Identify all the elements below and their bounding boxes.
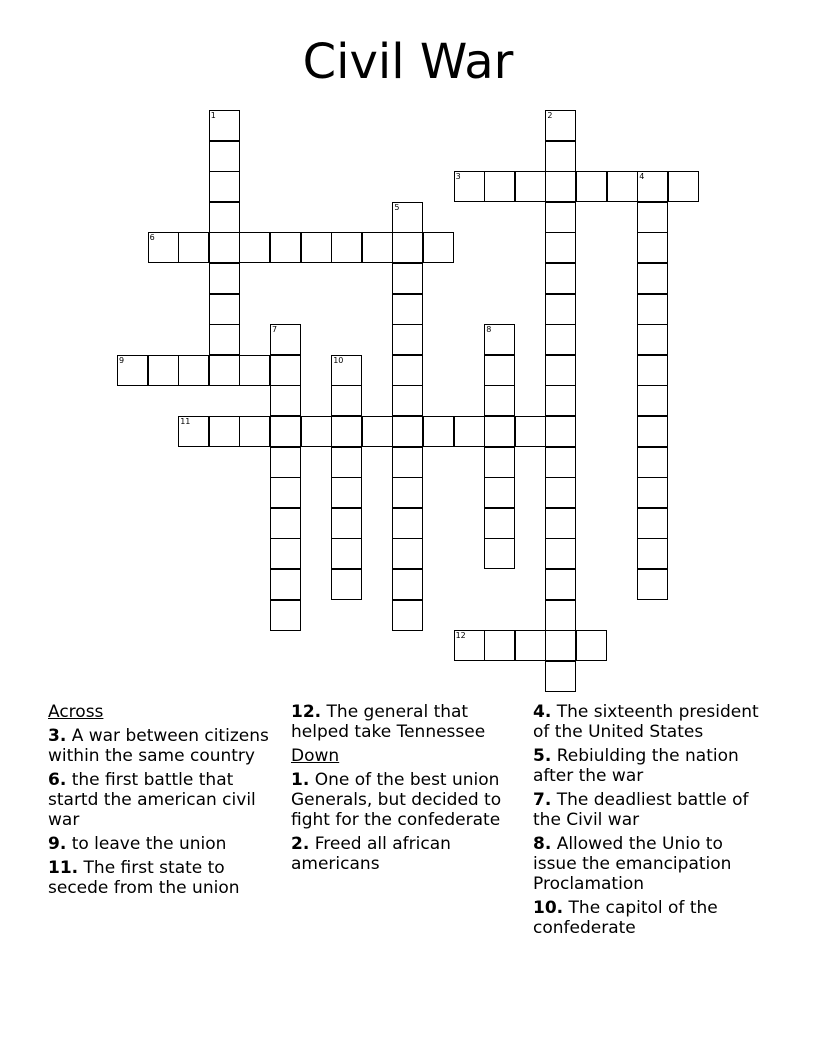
grid-cell[interactable]	[331, 385, 362, 416]
clue-number-label: 3	[455, 172, 461, 182]
grid-cell[interactable]	[484, 630, 515, 661]
grid-cell[interactable]	[392, 447, 423, 478]
grid-cell[interactable]	[637, 477, 668, 508]
grid-cell[interactable]	[392, 385, 423, 416]
grid-cell[interactable]	[484, 538, 515, 569]
grid-cell[interactable]	[117, 355, 148, 386]
grid-cell[interactable]	[392, 232, 423, 263]
clue-across-9: 9. to leave the union	[48, 834, 227, 854]
grid-cell[interactable]	[637, 355, 668, 386]
grid-cell[interactable]	[270, 324, 301, 355]
grid-cell[interactable]	[331, 232, 362, 263]
grid-cell[interactable]	[545, 477, 576, 508]
grid-cell[interactable]	[392, 477, 423, 508]
grid-cell[interactable]	[209, 416, 240, 447]
grid-cell[interactable]	[392, 508, 423, 539]
grid-cell[interactable]	[209, 263, 240, 294]
grid-cell[interactable]	[607, 171, 638, 202]
grid-cell[interactable]	[545, 538, 576, 569]
grid-cell[interactable]	[270, 538, 301, 569]
grid-cell[interactable]	[270, 569, 301, 600]
grid-cell[interactable]	[545, 171, 576, 202]
grid-cell[interactable]	[270, 232, 301, 263]
clue-number-label: 6	[149, 233, 155, 243]
grid-cell[interactable]	[209, 141, 240, 172]
grid-cell[interactable]	[331, 477, 362, 508]
grid-cell[interactable]	[545, 355, 576, 386]
grid-cell[interactable]	[209, 294, 240, 325]
grid-cell[interactable]	[362, 416, 393, 447]
grid-cell[interactable]	[545, 263, 576, 294]
grid-cell[interactable]	[454, 171, 485, 202]
grid-cell[interactable]	[148, 355, 179, 386]
grid-cell[interactable]	[423, 232, 454, 263]
grid-cell[interactable]	[545, 569, 576, 600]
grid-cell[interactable]	[270, 355, 301, 386]
grid-cell[interactable]	[301, 232, 332, 263]
grid-cell[interactable]	[270, 600, 301, 631]
grid-cell[interactable]	[423, 416, 454, 447]
grid-cell[interactable]	[331, 538, 362, 569]
grid-cell[interactable]	[637, 538, 668, 569]
across-heading: Across	[48, 702, 104, 722]
grid-cell[interactable]	[454, 416, 485, 447]
grid-cell[interactable]	[545, 508, 576, 539]
grid-cell[interactable]	[392, 324, 423, 355]
grid-cell[interactable]	[668, 171, 699, 202]
grid-cell[interactable]	[484, 416, 515, 447]
grid-cell[interactable]	[484, 385, 515, 416]
grid-cell[interactable]	[515, 171, 546, 202]
clue-number-label: 9	[119, 355, 125, 365]
grid-cell[interactable]	[209, 110, 240, 141]
grid-cell[interactable]	[270, 477, 301, 508]
grid-cell[interactable]	[576, 630, 607, 661]
grid-cell[interactable]	[484, 324, 515, 355]
grid-cell[interactable]	[331, 416, 362, 447]
grid-cell[interactable]	[545, 294, 576, 325]
grid-cell[interactable]	[301, 416, 332, 447]
grid-cell[interactable]	[576, 171, 607, 202]
clue-down-8: 8. Allowed the Unio to issue the emancipation Proclamation	[533, 834, 732, 894]
clue-number-label: 11	[180, 417, 191, 426]
clue-across-3: 3. A war between citizens within the same country	[48, 726, 269, 766]
down-heading: Down	[291, 746, 340, 766]
grid-cell[interactable]	[362, 232, 393, 263]
grid-cell[interactable]	[484, 508, 515, 539]
grid-cell[interactable]	[239, 232, 270, 263]
clues-column-1	[48, 702, 280, 902]
clues-column-2	[291, 702, 523, 878]
clue-down-7: 7. The deadliest battle of the Civil war	[533, 790, 749, 830]
grid-cell[interactable]	[209, 324, 240, 355]
grid-cell[interactable]	[484, 355, 515, 386]
grid-cell[interactable]	[484, 477, 515, 508]
grid-cell[interactable]	[392, 202, 423, 233]
grid-cell[interactable]	[637, 508, 668, 539]
grid-cell[interactable]	[392, 600, 423, 631]
grid-cell[interactable]	[178, 232, 209, 263]
grid-cell[interactable]	[392, 263, 423, 294]
grid-cell[interactable]	[484, 171, 515, 202]
grid-cell[interactable]	[637, 202, 668, 233]
clue-down-2: 2. Freed all african americans	[291, 834, 451, 874]
grid-cell[interactable]	[178, 416, 209, 447]
clue-down-1: 1. One of the best union Generals, but decided to fight for the confederate	[291, 770, 502, 830]
grid-cell[interactable]	[239, 416, 270, 447]
grid-cell[interactable]	[515, 630, 546, 661]
grid-cell[interactable]	[148, 232, 179, 263]
grid-cell[interactable]	[392, 416, 423, 447]
grid-cell[interactable]	[392, 538, 423, 569]
grid-cell[interactable]	[331, 508, 362, 539]
grid-cell[interactable]	[178, 355, 209, 386]
clue-number-label: 7	[272, 325, 278, 335]
grid-cell[interactable]	[545, 661, 576, 692]
clue-number-label: 2	[547, 111, 553, 120]
clues-column-3	[533, 702, 765, 942]
grid-cell[interactable]	[331, 447, 362, 478]
grid-cell[interactable]	[209, 355, 240, 386]
grid-cell[interactable]	[209, 202, 240, 233]
grid-cell[interactable]	[637, 416, 668, 447]
clue-number-label: 5	[394, 202, 400, 212]
grid-cell[interactable]	[637, 294, 668, 325]
clue-down-4: 4. The sixteenth president of the United States	[533, 702, 759, 742]
grid-cell[interactable]	[637, 263, 668, 294]
grid-cell[interactable]	[545, 202, 576, 233]
grid-cell[interactable]	[637, 447, 668, 478]
grid-cell[interactable]	[545, 141, 576, 172]
clue-down-5: 5. Rebiulding the nation after the war	[533, 746, 739, 786]
clue-across-6: 6. the first battle that startd the american civil war	[48, 770, 256, 830]
clue-number-label: 1	[210, 111, 216, 120]
grid-cell[interactable]	[270, 447, 301, 478]
grid-cell[interactable]	[209, 232, 240, 263]
grid-cell[interactable]	[637, 385, 668, 416]
grid-cell[interactable]	[637, 324, 668, 355]
clue-down-10: 10. The capitol of the confederate	[533, 898, 718, 938]
grid-cell[interactable]	[331, 355, 362, 386]
grid-cell[interactable]	[454, 630, 485, 661]
clue-across-11: 11. The first state to secede from the union	[48, 858, 240, 898]
grid-cell[interactable]	[545, 416, 576, 447]
clue-number-label: 12	[455, 631, 466, 641]
grid-cell[interactable]	[545, 232, 576, 263]
grid-cell[interactable]	[637, 232, 668, 263]
grid-cell[interactable]	[637, 171, 668, 202]
grid-cell[interactable]	[545, 324, 576, 355]
page-title: Civil War	[302, 34, 514, 90]
clue-number-label: 4	[639, 172, 645, 182]
grid-cell[interactable]	[484, 447, 515, 478]
grid-cell[interactable]	[270, 416, 301, 447]
grid-cell[interactable]	[545, 447, 576, 478]
grid-cell[interactable]	[545, 110, 576, 141]
grid-cell[interactable]	[270, 385, 301, 416]
grid-cell[interactable]	[545, 600, 576, 631]
grid-cell[interactable]	[545, 385, 576, 416]
grid-cell[interactable]	[239, 355, 270, 386]
grid-cell[interactable]	[392, 355, 423, 386]
grid-cell[interactable]	[392, 569, 423, 600]
grid-cell[interactable]	[545, 630, 576, 661]
grid-cell[interactable]	[637, 569, 668, 600]
clue-across-12: 12. The general that helped take Tennessee	[291, 702, 486, 742]
grid-cell[interactable]	[270, 508, 301, 539]
clue-number-label: 10	[333, 355, 344, 365]
grid-cell[interactable]	[331, 569, 362, 600]
grid-cell[interactable]	[392, 294, 423, 325]
grid-cell[interactable]	[209, 171, 240, 202]
grid-cell[interactable]	[515, 416, 546, 447]
clue-number-label: 8	[486, 325, 492, 335]
